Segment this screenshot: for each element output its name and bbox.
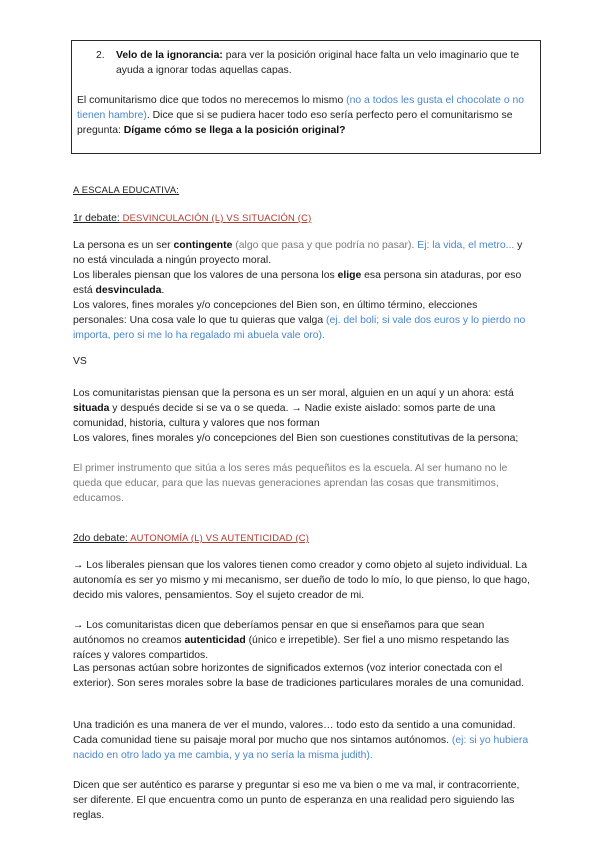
d1-p2-bold2: desvinculada [95, 285, 162, 296]
d1-p2-c: . [161, 285, 165, 296]
d1-p1-gray: (algo que pasa y que podría no pasar). [232, 240, 418, 251]
debate1-paragraph-6: El primer instrumento que sitúa a los seres más pequeñitos es la escuela. Al ser humano no le queda que educar, para que las nuevas generaciones aprendan las cosas que transmitimos, educamos. [73, 463, 508, 504]
d2-p4-a: Una tradición es una manera de ver el mundo, valores… todo esto da sentido a una comunidad. Cada comunidad tiene su paisaje moral por mucho que nos sintamos autónomos. [73, 720, 516, 746]
d2-p2-bold: autenticidad [184, 635, 246, 646]
numbered-item [96, 48, 536, 78]
versus-label: VS [73, 356, 87, 367]
box-p1-blue: (no a todos les gusta el chocolate o no tienen hambre) [77, 95, 525, 121]
d1-p3-blue: (ej. del boli; si vale dos euros y lo pierdo no importa, pero si me lo ha regalado mi abuela vale oro). [73, 315, 526, 341]
d1-p4-b: y después decide si se va o se queda. → Nadie existe aislado: somos parte de una comunidad, historia, cultura y valores que nos forman [73, 403, 496, 429]
d1-p1-b: y no está vinculada a ningún proyecto moral. [73, 240, 523, 266]
debate1-title: DESVINCULACIÓN (L) VS SITUACIÓN (C) [119, 212, 312, 223]
d2-p2-a: → Los comunitaristas dicen que deberíamos pensar en que si enseñamos para que sean autónomos no creamos [73, 620, 485, 646]
box-p1-a: El comunitarismo dice que todos no merecemos lo mismo [77, 95, 347, 106]
debate2-paragraph-1: → Los liberales piensan que los valores tienen como creador y como objeto al sujeto individual. La autonomía es ser yo mismo y mi mecanismo, ser dueño de todo lo mío, lo que pienso, lo que hago, decido mis valores, pensamientos. Soy el sujeto creador de mi. [73, 560, 530, 601]
debate1-paragraph-5: Los valores, fines morales y/o concepciones del Bien son cuestiones constitutivas de la persona; [73, 433, 519, 444]
summary-box [71, 40, 541, 154]
d1-p3-a: Los valores, fines morales y/o concepciones del Bien son, en último término, elecciones personales: Una cosa vale lo que tu quieras que valga [73, 300, 478, 326]
debate1-paragraph-4 [73, 386, 533, 431]
box-p1-bold: Dígame cómo se llega a la posición original? [123, 125, 346, 136]
d2-p4-blue: (ej: si yo hubiera nacido en otro lado ya me cambia, y ya no sería la misma judith). [73, 735, 529, 761]
debate2-paragraph-2 [73, 618, 533, 663]
debate2-title: AUTONOMÍA (L) VS AUTENTICIDAD (C) [127, 532, 310, 543]
item-number: 2. [96, 50, 105, 61]
d1-p2-bold1: elige [337, 270, 362, 281]
debate1-paragraph-1 [73, 238, 533, 268]
debate2-paragraph-5: Dicen que ser auténtico es pararse y preguntar si eso me va bien o me va mal, ir contracorriente, ser diferente. El que encuentra como un punto de esperanza en una realidad pero siguiendo las reglas. [73, 780, 520, 821]
debate2-heading [73, 530, 533, 546]
debate1-paragraph-2 [73, 268, 533, 298]
d1-p2-a: Los liberales piensan que los valores de una persona los [73, 270, 338, 281]
item-text [116, 48, 536, 78]
d1-p1-bold: contingente [173, 240, 233, 251]
d1-p2-b: esa persona sin ataduras, por eso está [73, 270, 522, 296]
d1-p1-blue: Ej: la vida, el metro... [417, 240, 515, 251]
item-term: Velo de la ignorancia: [116, 50, 223, 61]
debate2-label: 2do debate: [73, 533, 128, 544]
debate1-paragraph-3 [73, 298, 533, 343]
d1-p1-a: La persona es un ser [73, 240, 174, 251]
debate2-paragraph-3: Las personas actúan sobre horizontes de significados externos (voz interior conectada con el exterior). Son seres morales sobre la base de tradiciones particulares morales de una comunidad. [73, 663, 525, 689]
d1-p4-a: Los comunitaristas piensan que la persona es un ser moral, alguien en un aquí y un ahora: está [73, 388, 514, 399]
section-heading: A ESCALA EDUCATIVA: [73, 184, 180, 195]
box-p1-b: . Dice que si se pudiera hacer todo eso sería perfecto pero el comunitarismo se pregunta: [77, 110, 513, 136]
d1-p4-bold: situada [73, 403, 110, 414]
box-paragraph [77, 93, 537, 138]
item-body: para ver la posición original hace falta un velo imaginario que te ayuda a ignorar todas aquellas capas. [116, 50, 520, 76]
d2-p2-b: (único e irrepetible). Ser fiel a uno mismo respetando las raíces y valores compartidos. [73, 635, 510, 661]
debate1-label: 1r debate: [73, 213, 120, 224]
debate2-paragraph-4 [73, 718, 533, 763]
debate1-heading [73, 210, 533, 226]
